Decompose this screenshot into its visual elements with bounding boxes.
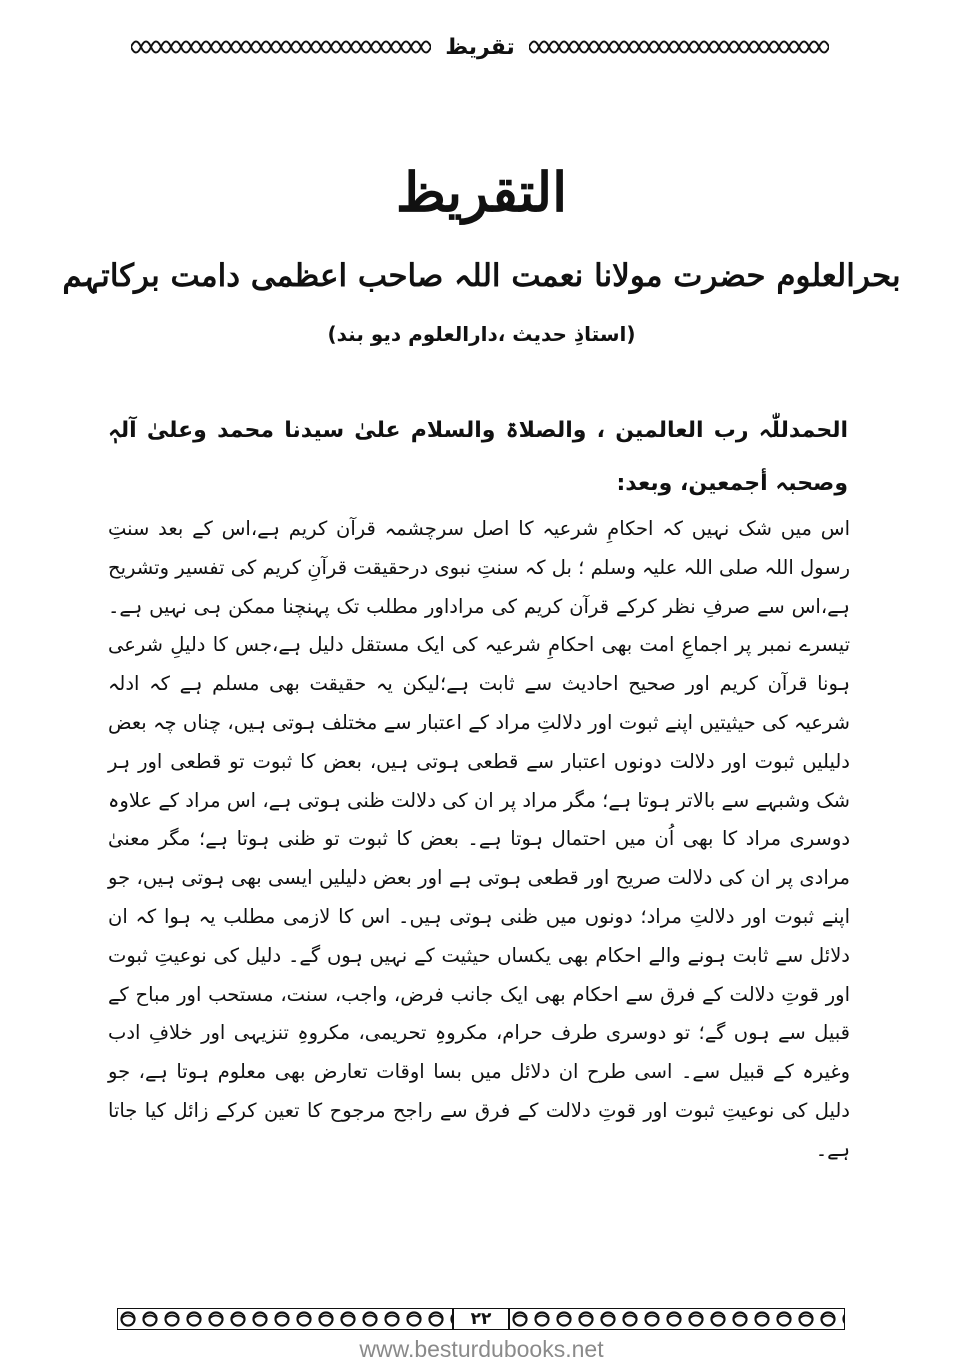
author-line: بحرالعلوم حضرت مولانا نعمت اللہ صاحب اعظمی دامت برکاتہم [62,258,901,294]
footer-ornament-right [509,1308,845,1330]
header-ornament-left [131,34,431,60]
watermark-url: www.besturdubooks.net [359,1336,604,1362]
body-paragraph: اس میں شک نہیں کہ احکامِ شرعیہ کا اصل سرچشمہ قرآن کریم ہے،اس کے بعد سنتِ رسول اللہ صلی اللہ علیہ وسلم ؛ بل کہ سنتِ نبوی درحقیقت قرآنِ کریم کی تفسیر وتشریح ہے،اس سے صرفِ نظر کرکے قرآن کریم کی مراداور مطلب تک پہنچنا ممکن ہی نہیں ہے۔تیسرے نمبر پر اجماعِ امت بھی احکامِ شرعیہ کی ایک مستقل دلیل ہے،جس کا دلیلِ شرعی ہونا قرآن کریم اور صحیح احادیث سے ثابت ہے؛لیکن یہ حقیقت بھی مسلم ہے کہ ادلہ شرعیہ کی حیثیتیں اپنے ثبوت اور دلالتِ مراد کے اعتبار سے مختلف ہوتی ہیں، چناں چہ بعض دلیلیں ثبوت اور دلالت دونوں اعتبار سے قطعی ہوتی ہیں، بعض کا ثبوت تو قطعی اور ہر شک وشبہے سے بالاتر ہوتا ہے؛ مگر مراد پر ان کی دلالت ظنی ہوتی ہے، اس مراد کے علاوہ دوسری مراد کا بھی اُن میں احتمال ہوتا ہے۔ بعض کا ثبوت تو ظنی ہوتا ہے؛ مگر معنیٰ مرادی پر ان کی دلالت صریح اور قطعی ہوتی ہے اور بعض دلیلیں ایسی بھی ہوتی ہیں، جو اپنے ثبوت اور دلالتِ مراد؛ دونوں میں ظنی ہوتی ہیں۔ اس کا لازمی مطلب یہ ہوا کہ ان دلائل سے ثابت ہونے والے احکام بھی یکساں حیثیت کے نہیں ہوں گے۔ دلیل کی نوعیتِ ثبوت اور قوتِ دلالت کے فرق سے احکام بھی ایک جانب فرض، واجب، سنت، مستحب اور مباح کے قبیل سے ہوں گے؛ تو دوسری طرف حرام، مکروہِ تحریمی، مکروہِ تنزیہی اور خلافِ ادب وغیرہ کے قبیل سے۔ اسی طرح ان دلائل میں بسا اوقات تعارض بھی معلوم ہوتا ہے، جو دلیل کی نوعیتِ ثبوت اور قوتِ دلالت کے فرق سے راجح مرجوح کا تعین کرکے زائل کیا جاتا ہے۔ [108,517,850,1161]
footer-ornament-left [117,1308,453,1330]
header-title: تقریظ [445,34,515,60]
header-ornament-right [529,34,829,60]
arabic-opening: الحمدللّٰہ رب العالمین ، والصلاۃ والسلام علیٰ سیدنا محمد وعلیٰ آلہٖ وصحبہ أجمعین، وبعد: [108,418,848,496]
page-number: ۲۲ [453,1308,509,1330]
author-affiliation: (استاذِ حدیث ،دارالعلوم دیو بند) [327,322,636,346]
page-footer [114,1307,848,1331]
page-header [110,30,850,64]
page-title: التقريظ [395,160,568,224]
